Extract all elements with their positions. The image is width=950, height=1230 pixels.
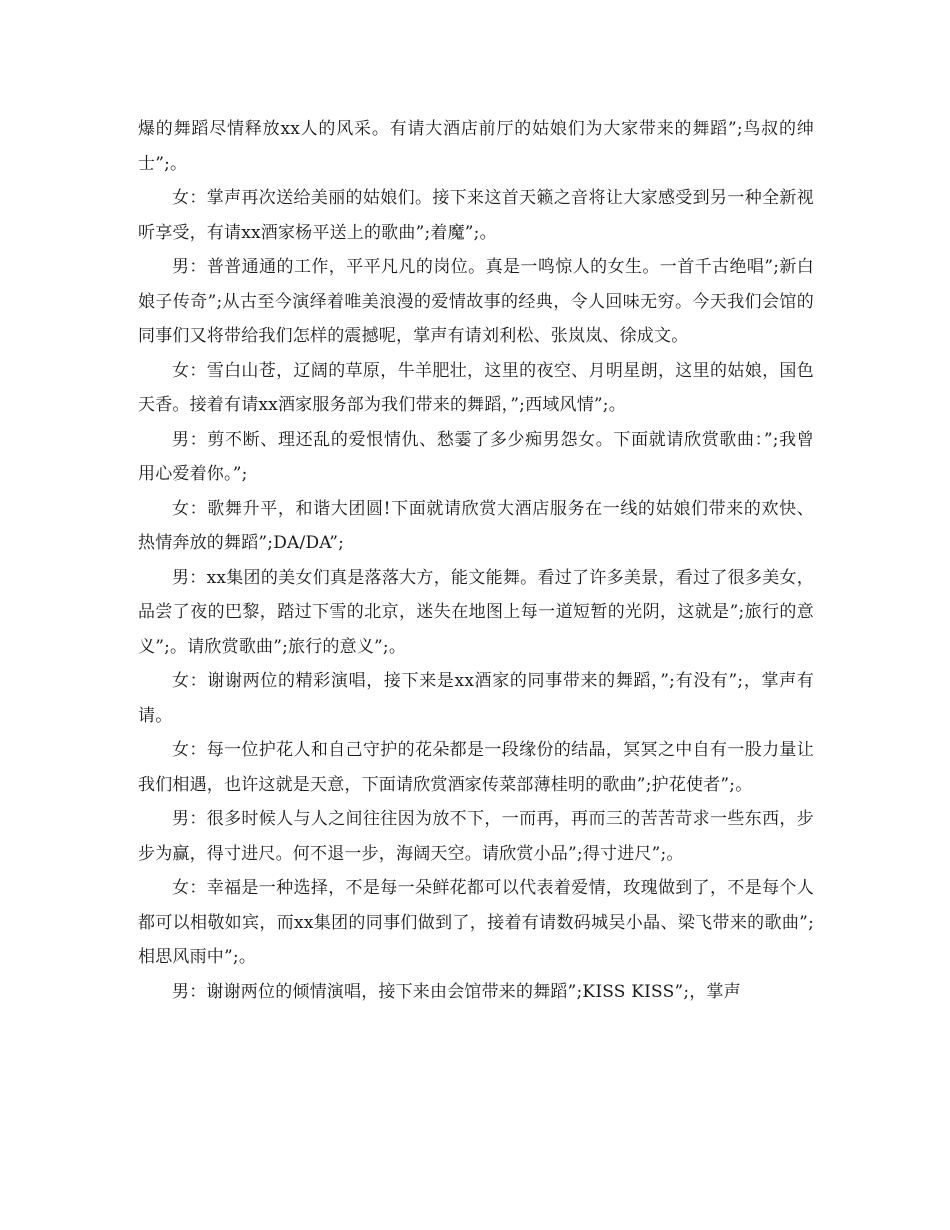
paragraph: 女：幸福是一种选择，不是每一朵鲜花都可以代表着爱情，玫瑰做到了，不是每个人都可以相敬如宾，而xx集团的同事们做到了，接着有请数码城吴小晶、梁飞带来的歌曲”;相思风雨中”;。: [138, 878, 814, 967]
paragraph: 男：xx集团的美女们真是落落大方，能文能舞。看过了许多美景，看过了很多美女，品尝了夜的巴黎，踏过下雪的北京，迷失在地图上每一道短暂的光阴，这就是”;旅行的意义”;。请欣赏歌曲”;旅行的意义”;。: [138, 567, 814, 657]
paragraph: 女：谢谢两位的精彩演唱，接下来是xx酒家的同事带来的舞蹈，”;有没有”;，掌声有请。: [138, 671, 814, 726]
paragraph: 女：掌声再次送给美丽的姑娘们。接下来这首天籁之音将让大家感受到另一种全新视听享受，有请xx酒家杨平送上的歌曲”;着魔”;。: [138, 188, 814, 243]
paragraph: 男：普普通通的工作，平平凡凡的岗位。真是一鸣惊人的女生。一首千古绝唱”;新白娘子传奇”;从古至今演绎着唯美浪漫的爱情故事的经典，令人回味无穷。今天我们会馆的同事们又将带给我们怎样的震撼呢，掌声有请刘利松、张岚岚、徐成文。: [138, 257, 814, 346]
paragraph: 女：每一位护花人和自己守护的花朵都是一段缘份的结晶，冥冥之中自有一股力量让我们相遇，也许这就是天意，下面请欣赏酒家传菜部薄桂明的歌曲”;护花使者”;。: [138, 740, 814, 795]
paragraph: 爆的舞蹈尽情释放xx人的风采。有请大酒店前厅的姑娘们为大家带来的舞蹈”;鸟叔的绅士”;。: [138, 119, 814, 174]
paragraph: 男：谢谢两位的倾情演唱，接下来由会馆带来的舞蹈”;KISS KISS”;，掌声: [172, 981, 741, 1002]
paragraph: 女：歌舞升平，和谐大团圆!下面就请欣赏大酒店服务在一线的姑娘们带来的欢快、热情奔放的舞蹈”;DA/DA”;: [138, 498, 814, 553]
paragraph: 男：很多时候人与人之间往往因为放不下，一而再，再而三的苦苦苛求一些东西，步步为赢，得寸进尺。何不退一步，海阔天空。请欣赏小品”;得寸进尺”;。: [138, 809, 814, 864]
paragraph: 男：剪不断、理还乱的爱恨情仇、愁霎了多少痴男怨女。下面就请欣赏歌曲：”;我曾用心爱着你。”;: [138, 429, 814, 484]
paragraph: 女：雪白山苍，辽阔的草原，牛羊肥壮，这里的夜空、月明星朗，这里的姑娘，国色天香。接着有请xx酒家服务部为我们带来的舞蹈，”;西域风情”;。: [138, 360, 814, 415]
document-body: [138, 112, 814, 1009]
